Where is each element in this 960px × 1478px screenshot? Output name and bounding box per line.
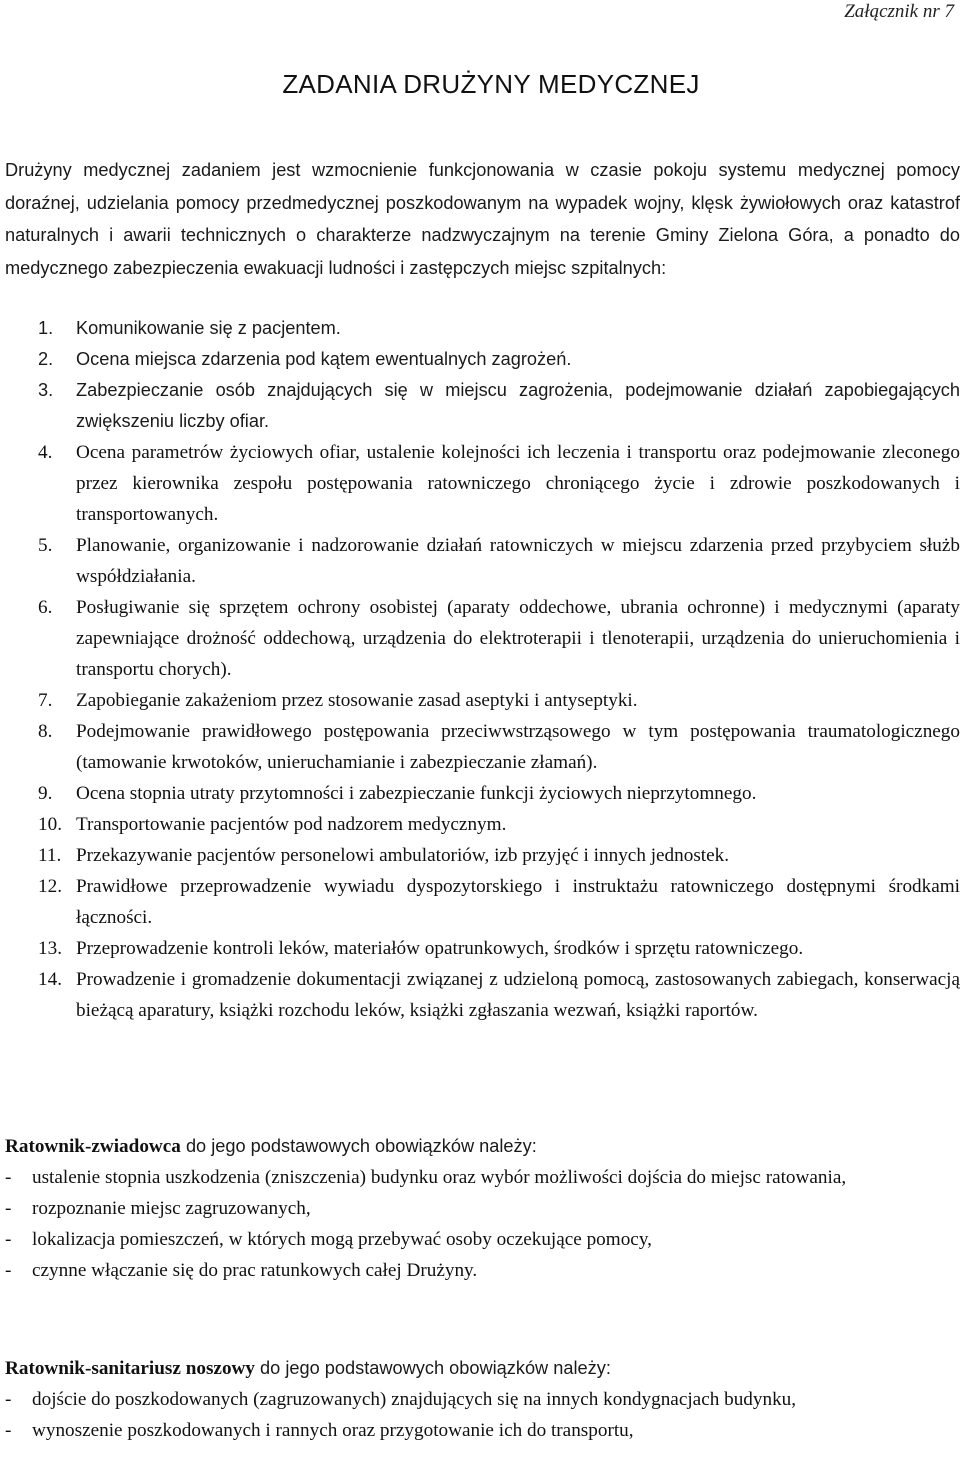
duty-item (5, 1224, 960, 1255)
task-item (5, 344, 960, 375)
task-item (5, 313, 960, 344)
section-ratownik-sanitariusz (5, 1353, 960, 1446)
role-name: Ratownik-sanitariusz noszowy (5, 1358, 255, 1379)
duty-item (5, 1255, 960, 1286)
task-number: 8. (38, 721, 53, 742)
dash-bullet: - (5, 1198, 12, 1219)
task-text: Zabezpieczanie osób znajdujących się w miejscu zagrożenia, podejmowanie działań zapobiegających zwiększeniu liczby ofiar. (76, 380, 960, 431)
dash-bullet: - (5, 1229, 12, 1250)
duty-item (5, 1193, 960, 1224)
dash-bullet: - (5, 1420, 12, 1441)
task-text: Komunikowanie się z pacjentem. (76, 318, 341, 338)
dash-bullet: - (5, 1389, 12, 1410)
duty-list (5, 1162, 960, 1286)
task-number: 13. (38, 938, 62, 959)
task-number: 2. (38, 349, 54, 369)
duty-list (5, 1384, 960, 1446)
task-text: Ocena stopnia utraty przytomności i zabezpieczanie funkcji życiowych nieprzytomnego. (76, 783, 757, 804)
duty-text: ustalenie stopnia uszkodzenia (zniszczenia) budynku oraz wybór możliwości dojścia do miejsc ratowania, (32, 1167, 847, 1188)
task-item (5, 778, 960, 809)
task-item (5, 685, 960, 716)
duty-text: wynoszenie poszkodowanych i rannych oraz przygotowanie ich do transportu, (32, 1420, 634, 1441)
task-number: 4. (38, 442, 53, 463)
duty-text: lokalizacja pomieszczeń, w których mogą przebywać osoby oczekujące pomocy, (32, 1229, 652, 1250)
role-intro: do jego podstawowych obowiązków należy: (255, 1358, 611, 1378)
task-text: Podejmowanie prawidłowego postępowania przeciwwstrząsowego w tym postępowania traumatologicznego (tamowanie krwotoków, unieruchamianie i zabezpieczanie złamań). (76, 721, 960, 773)
task-text: Prawidłowe przeprowadzenie wywiadu dyspozytorskiego i instruktażu ratowniczego dostępnymi środkami łączności. (76, 876, 960, 928)
task-number: 1. (38, 318, 54, 338)
task-item (5, 716, 960, 778)
task-number: 10. (38, 814, 62, 835)
task-number: 3. (38, 380, 54, 400)
duty-text: czynne włączanie się do prac ratunkowych całej Drużyny. (32, 1260, 478, 1281)
section-heading (5, 1131, 960, 1162)
annex-label: Załącznik nr 7 (844, 1, 954, 22)
role-name: Ratownik-zwiadowca (5, 1136, 181, 1157)
task-number: 9. (38, 783, 53, 804)
task-item (5, 840, 960, 871)
task-item (5, 592, 960, 685)
task-item (5, 375, 960, 437)
section-ratownik-zwiadowca (5, 1131, 960, 1286)
task-text: Ocena miejsca zdarzenia pod kątem ewentualnych zagrożeń. (76, 349, 572, 369)
task-number: 12. (38, 876, 62, 897)
task-text: Przeprowadzenie kontroli leków, materiałów opatrunkowych, środków i sprzętu ratowniczego. (76, 938, 804, 959)
role-intro: do jego podstawowych obowiązków należy: (180, 1136, 537, 1156)
duty-item (5, 1162, 960, 1193)
intro-paragraph: Drużyny medycznej zadaniem jest wzmocnienie funkcjonowania w czasie pokoju systemu medycznej pomocy doraźnej, udzielania pomocy przedmedycznej poszkodowanym na wypadek wojny, klęsk żywiołowych oraz katastrof naturalnych i awarii technicznych o charakterze nadzwyczajnym na terenie Gminy Zielona Góra, a ponadto do medycznego zabezpieczenia ewakuacji ludności i zastępczych miejsc szpitalnych: (5, 160, 960, 278)
task-text: Prowadzenie i gromadzenie dokumentacji związanej z udzieloną pomocą, zastosowanych zabiegach, konserwacją bieżącą aparatury, książki rozchodu leków, książki zgłaszania wezwań, książki raportów. (76, 969, 960, 1021)
task-number: 14. (38, 969, 62, 990)
task-text: Planowanie, organizowanie i nadzorowanie działań ratowniczych w miejscu zdarzenia przed przybyciem służb współdziałania. (76, 535, 960, 587)
section-heading (5, 1353, 960, 1384)
dash-bullet: - (5, 1260, 12, 1281)
task-item (5, 809, 960, 840)
duty-item (5, 1384, 960, 1415)
dash-bullet: - (5, 1167, 12, 1188)
task-item (5, 871, 960, 933)
task-list (5, 313, 960, 1026)
task-item (5, 933, 960, 964)
task-number: 6. (38, 597, 53, 618)
task-item (5, 530, 960, 592)
document-title: ZADANIA DRUŻYNY MEDYCZNEJ (282, 69, 700, 99)
task-number: 7. (38, 690, 53, 711)
task-number: 5. (38, 535, 53, 556)
task-item (5, 437, 960, 530)
task-item (5, 964, 960, 1026)
task-number: 11. (38, 845, 62, 866)
task-text: Posługiwanie się sprzętem ochrony osobistej (aparaty oddechowe, ubrania ochronne) i medycznymi (aparaty zapewniające drożność oddechową, urządzenia do elektroterapii i tlenoterapii, urządzenia do unieruchomienia i transportu chorych). (76, 597, 960, 680)
task-text: Zapobieganie zakażeniom przez stosowanie zasad aseptyki i antyseptyki. (76, 690, 638, 711)
duty-text: dojście do poszkodowanych (zagruzowanych) znajdujących się na innych kondygnacjach budynku, (32, 1389, 797, 1410)
task-text: Przekazywanie pacjentów personelowi ambulatoriów, izb przyjęć i innych jednostek. (76, 845, 730, 866)
duty-item (5, 1415, 960, 1446)
task-text: Ocena parametrów życiowych ofiar, ustalenie kolejności ich leczenia i transportu oraz podejmowanie zleconego przez kierownika zespołu postępowania ratowniczego chroniącego życie i zdrowie poszkodowanych i transportowanych. (76, 442, 960, 525)
duty-text: rozpoznanie miejsc zagruzowanych, (32, 1198, 311, 1219)
task-text: Transportowanie pacjentów pod nadzorem medycznym. (76, 814, 507, 835)
